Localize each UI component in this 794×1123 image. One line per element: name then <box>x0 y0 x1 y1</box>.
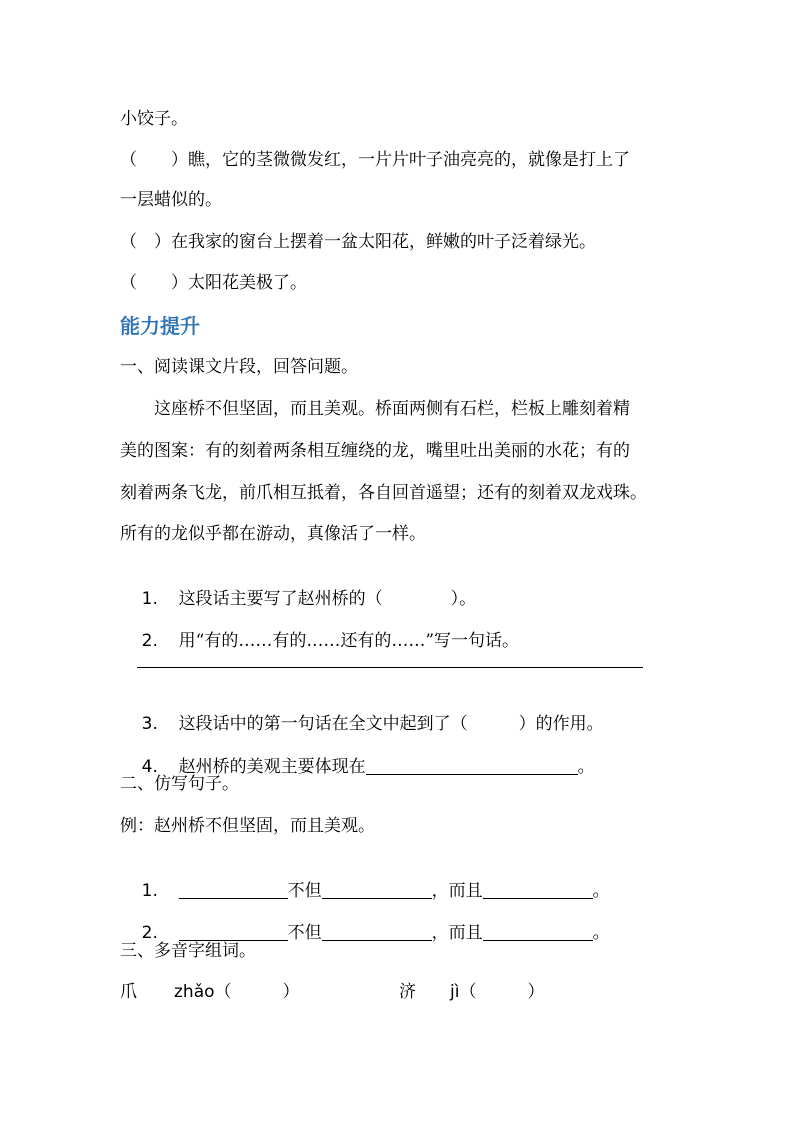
example-sentence: 例：赵州桥不但坚固，而且美观。 <box>120 816 375 836</box>
answer-blank[interactable] <box>366 756 578 775</box>
question-heading: 三、多音字组词。 <box>120 941 256 961</box>
text-line: （ ）在我家的窗台上摆着一盆太阳花，鲜嫩的叶子泛着绿光。 <box>120 232 596 252</box>
question-number: 3. <box>141 714 158 734</box>
answer-blank[interactable] <box>483 922 593 941</box>
question-number: 1. <box>141 589 158 609</box>
polyphone-char: 济 <box>399 982 416 1002</box>
sentence-word: ，而且 <box>431 881 483 901</box>
question-number: 4. <box>141 757 158 777</box>
question-heading: 一、阅读课文片段，回答问题。 <box>120 357 358 377</box>
passage-line: 美的图案：有的刻着两条相互缠绕的龙，嘴里吐出美丽的水花；有的 <box>120 441 630 461</box>
question-number: 1. <box>141 881 158 901</box>
sentence-word: 不但 <box>287 881 322 901</box>
passage-line: 刻着两条飞龙，前爪相互抵着，各自回首遥望；还有的刻着双龙戏珠。 <box>120 483 647 503</box>
question-text: 用“有的……有的……还有的……”写一句话。 <box>178 631 520 651</box>
polyphone-char: 爪 <box>120 982 137 1002</box>
question-text: 。 <box>577 757 595 777</box>
text-line: （ ）太阳花美极了。 <box>120 273 307 293</box>
sentence-word: ，而且 <box>431 923 483 943</box>
answer-line[interactable] <box>137 667 643 668</box>
question-number: 2. <box>141 923 158 943</box>
sentence-word: 。 <box>592 881 610 901</box>
question-heading: 二、仿写句子。 <box>120 774 239 794</box>
pinyin-blank[interactable]: jì（ ） <box>450 982 545 1002</box>
passage-line: 这座桥不但坚固，而且美观。桥面两侧有石栏，栏板上雕刻着精 <box>120 399 630 419</box>
answer-blank[interactable] <box>322 922 432 941</box>
text-line: （ ）瞧，它的茎微微发红，一片片叶子油亮亮的，就像是打上了 <box>120 150 630 170</box>
text-line: 一层蜡似的。 <box>120 190 222 210</box>
sentence-word: 。 <box>592 923 610 943</box>
text-line: 小饺子。 <box>120 109 188 129</box>
question-text: 这段话主要写了赵州桥的（ ）。 <box>178 589 477 609</box>
passage-line: 所有的龙似乎都在游动，真像活了一样。 <box>120 524 426 544</box>
sentence-word: 不但 <box>287 923 322 943</box>
question-text: 赵州桥的美观主要体现在 <box>178 757 366 777</box>
section-title: 能力提升 <box>120 314 200 338</box>
question-number: 2. <box>141 631 158 651</box>
pinyin-blank[interactable]: zhǎo（ ） <box>174 982 300 1002</box>
question-text: 这段话中的第一句话在全文中起到了（ ）的作用。 <box>178 714 604 734</box>
